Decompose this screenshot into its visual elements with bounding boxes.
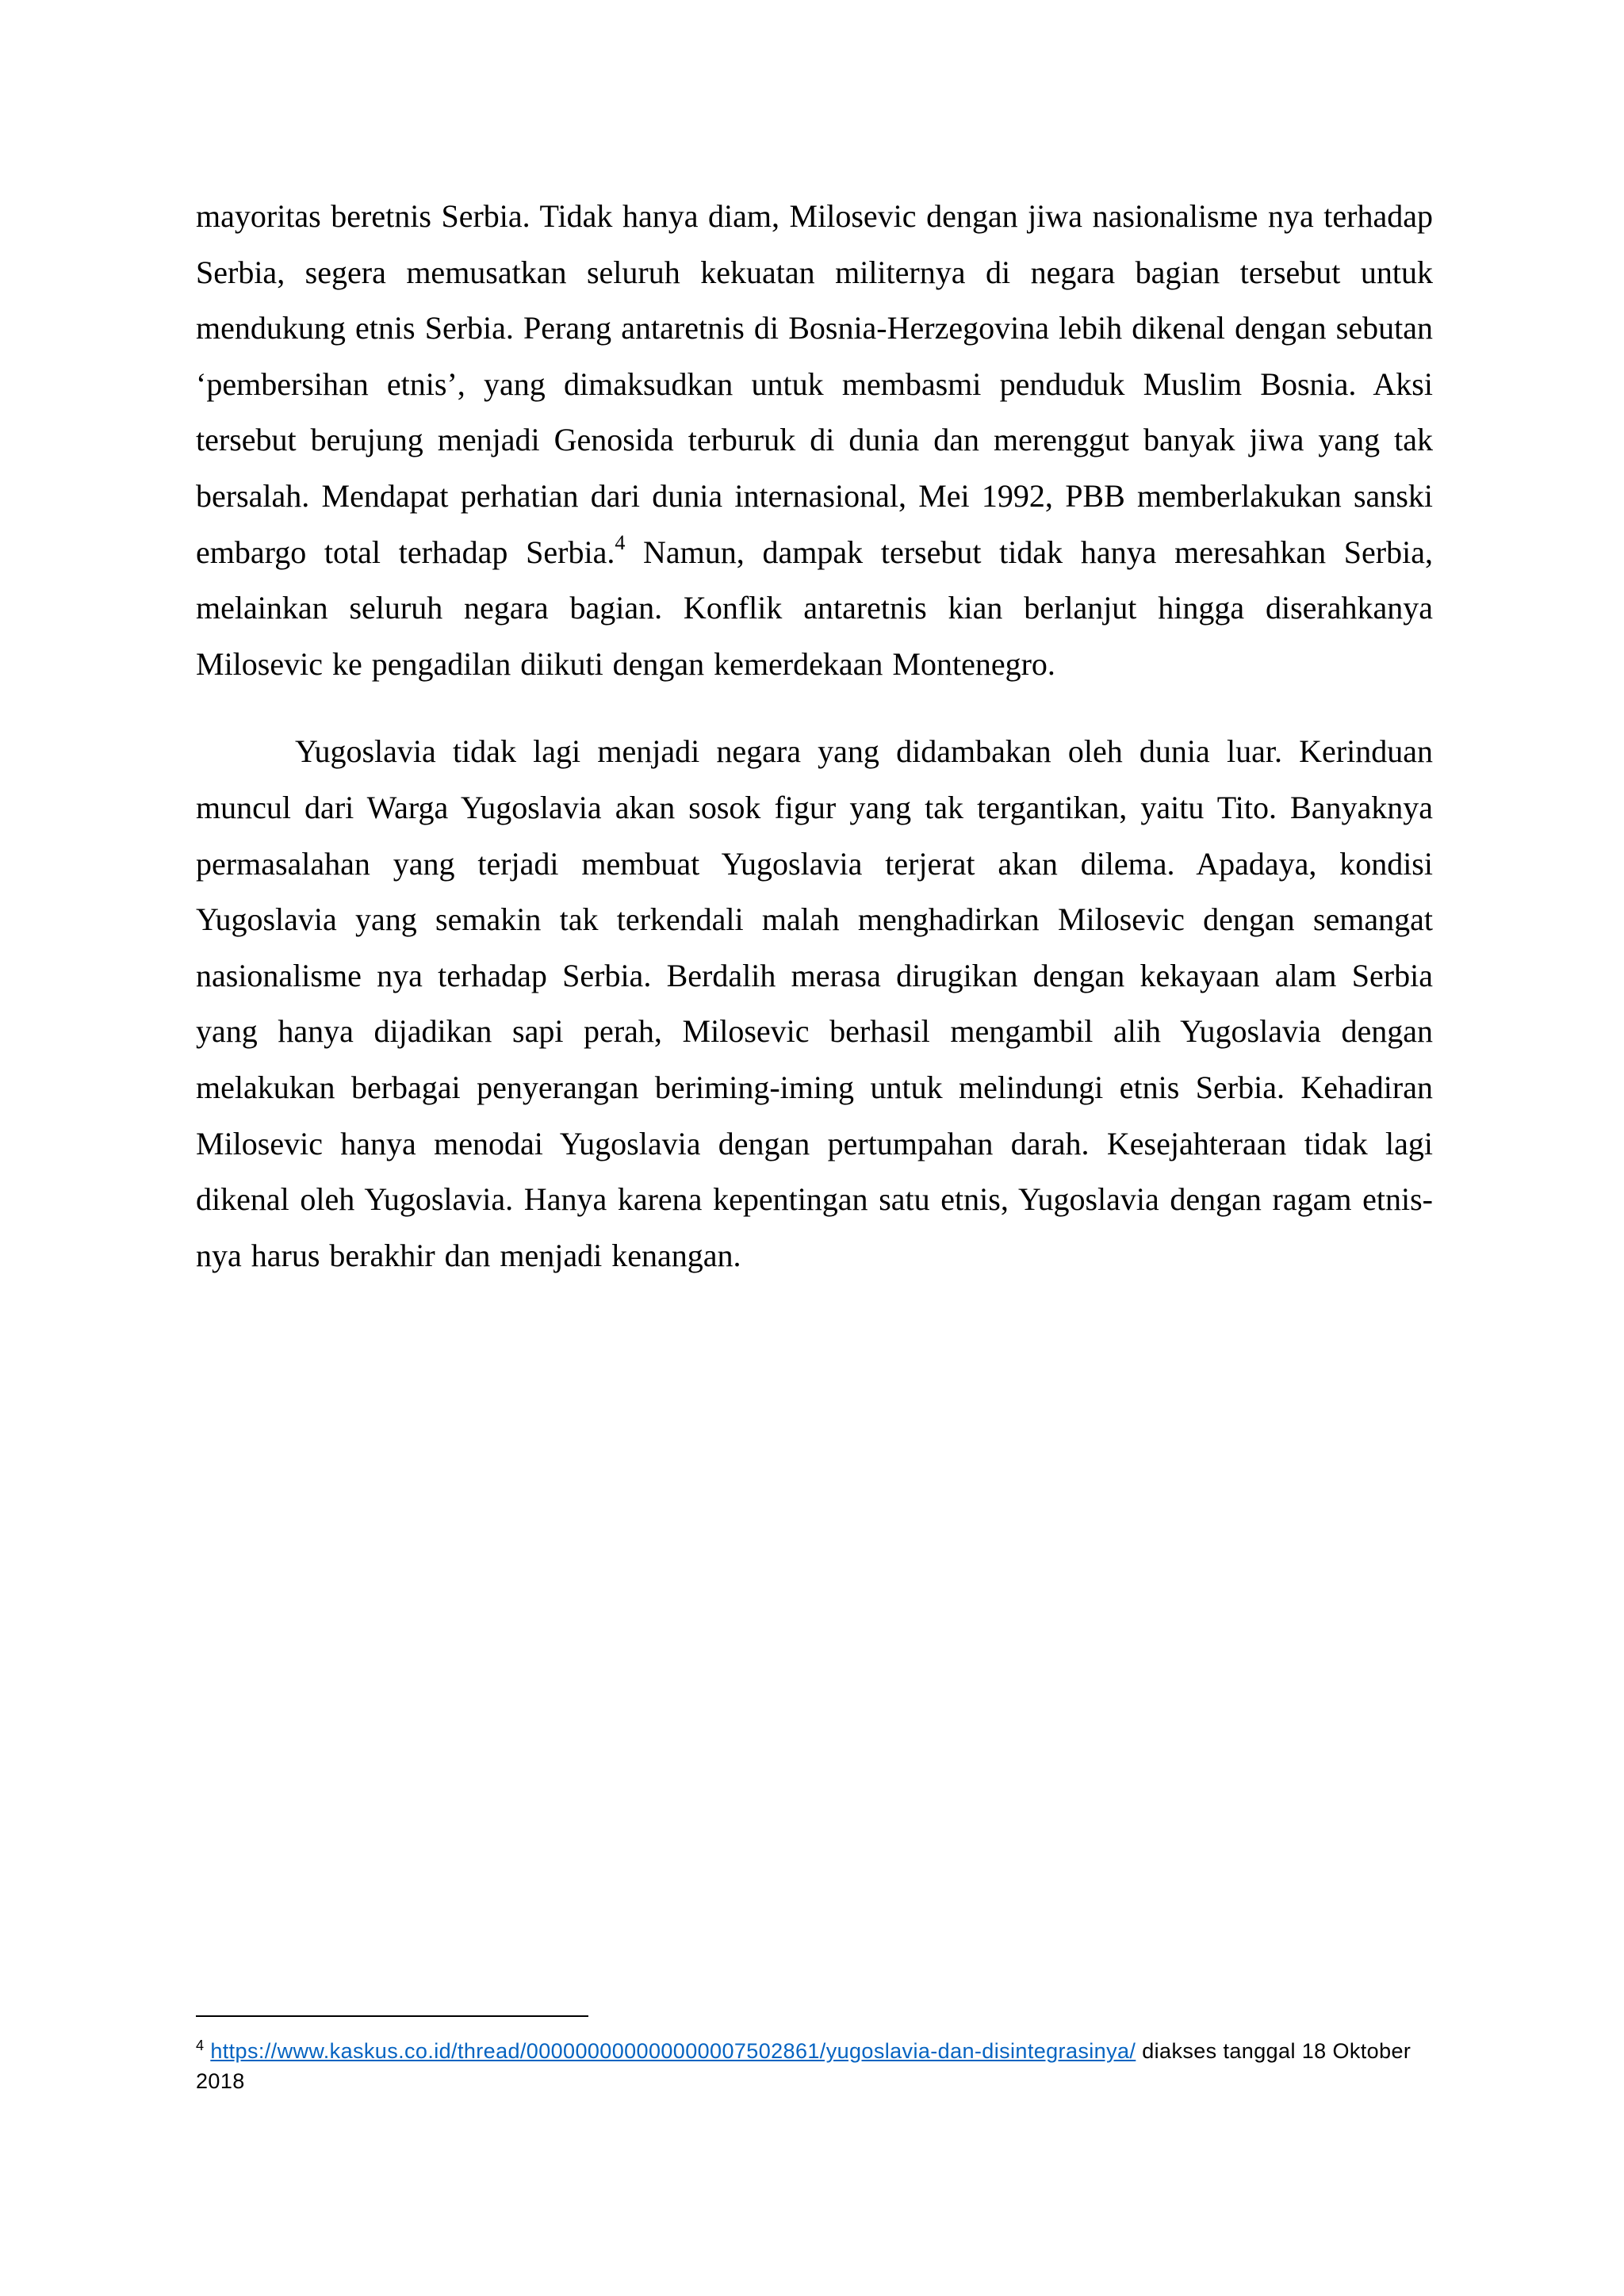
footnote-suffix: diakses tanggal 18 Oktober 2018 [196,2039,1411,2093]
footnote-reference[interactable]: 4 [615,531,626,555]
footnote-link[interactable]: https://www.kaskus.co.id/thread/000000000000000007502861/yugoslavia-dan-disintegrasinya/ [210,2039,1136,2063]
footnote-number: 4 [196,2038,205,2053]
paragraph-2: Yugoslavia tidak lagi menjadi negara yang didambakan oleh dunia luar. Kerinduan muncul dari Warga Yugoslavia akan sosok figur yang tak tergantikan, yaitu Tito. Banyaknya permasalahan yang terjadi membuat Yugoslavia terjerat akan dilema. Apadaya, kondisi Yugoslavia yang semakin tak terkendali malah menghadirkan Milosevic dengan semangat nasionalisme nya terhadap Serbia. Berdalih merasa dirugikan dengan kekayaan alam Serbia yang hanya dijadikan sapi perah, Milosevic berhasil mengambil alih Yugoslavia dengan melakukan berbagai penyerangan beriming-iming untuk melindungi etnis Serbia. Kehadiran Milosevic hanya menodai Yugoslavia dengan pertumpahan darah. Kesejahteraan tidak lagi dikenal oleh Yugoslavia. Hanya karena kepentingan satu etnis, Yugoslavia dengan ragam etnis-nya harus berakhir dan menjadi kenangan. [196,733,1433,1273]
footnote-separator [196,2015,588,2017]
paragraph-1 [196,189,1433,692]
paragraph-1-text-a: mayoritas beretnis Serbia. Tidak hanya diam, Milosevic dengan jiwa nasionalisme nya terhadap Serbia, segera memusatkan seluruh kekuatan militernya di negara bagian tersebut untuk mendukung etnis Serbia. Perang antaretnis di Bosnia-Herzegovina lebih dikenal dengan sebutan ‘pembersihan etnis’, yang dimaksudkan untuk membasmi penduduk Muslim Bosnia. Aksi tersebut berujung menjadi Genosida terburuk di dunia dan merenggut banyak jiwa yang tak bersalah. Mendapat perhatian dari dunia internasional, Mei 1992, PBB memberlakukan sanski embargo total terhadap Serbia. [196,198,1433,570]
paragraph-1-text-b: Namun, dampak tersebut tidak hanya meresahkan Serbia, melainkan seluruh negara bagian. Konflik antaretnis kian berlanjut hingga diserahkanya Milosevic ke pengadilan diikuti dengan kemerdekaan Montenegro. [196,534,1433,682]
body-text [196,189,1433,1284]
footnote [196,2036,1465,2096]
